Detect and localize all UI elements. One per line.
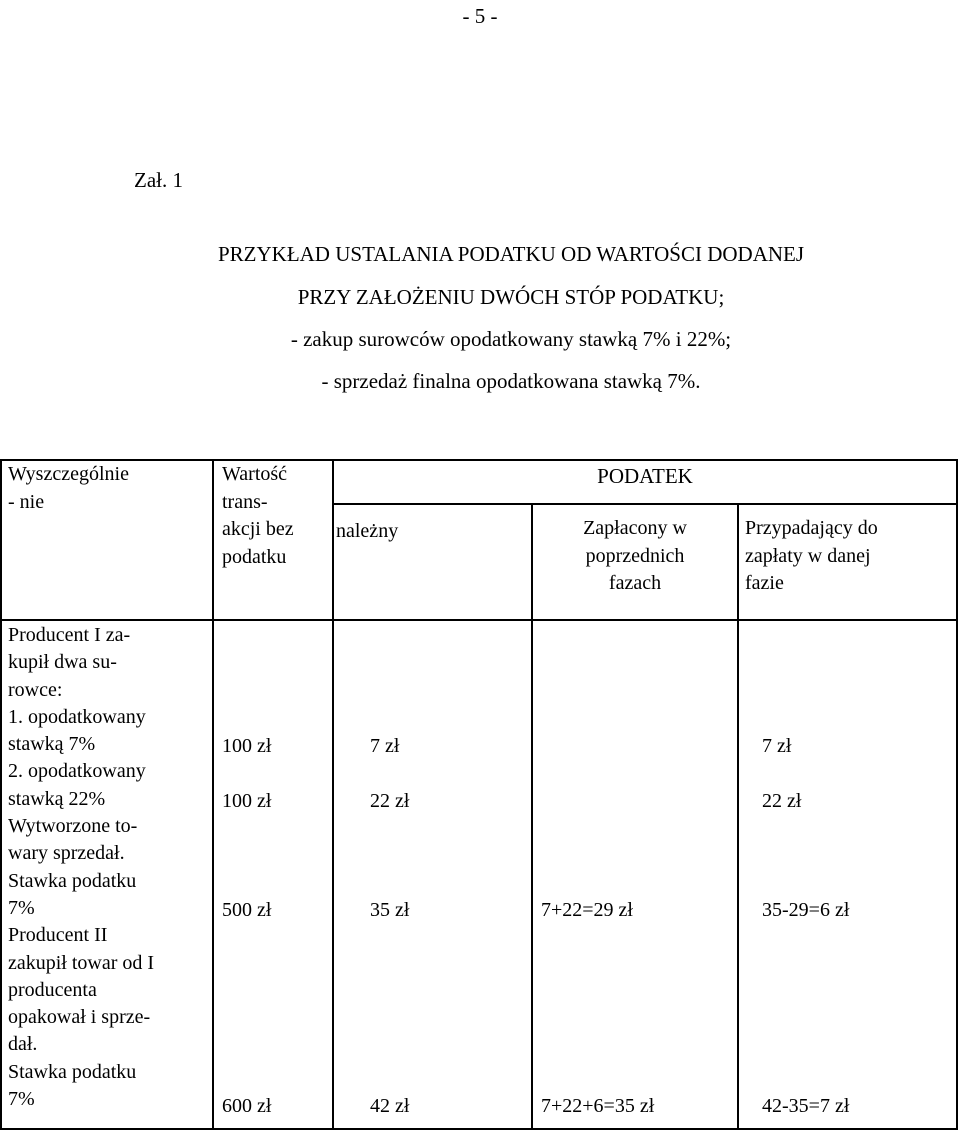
description-line: 2. opodatkowany: [8, 760, 146, 783]
description-column: [8, 622, 154, 1113]
description-line: Stawka podatku: [8, 1060, 137, 1083]
description-line: opakował i sprze-: [8, 1006, 151, 1029]
row4-payable: 42-35=7 zł: [762, 1095, 850, 1117]
header-col1: [8, 461, 129, 516]
row3-value: 500 zł: [222, 899, 272, 921]
description-line: Wytworzone to-: [8, 815, 138, 838]
table-border-right: [956, 459, 958, 1130]
header-col2-line: podatku: [222, 545, 287, 568]
description-line: kupił dwa su-: [8, 651, 117, 674]
header-col3: należny: [336, 520, 399, 542]
header-col5: [745, 515, 878, 598]
col-divider-2: [332, 459, 334, 1130]
row2-due: 22 zł: [370, 790, 410, 812]
header-col1-line: - nie: [8, 490, 45, 513]
attachment-label: Zał. 1: [134, 168, 183, 192]
description-line: zakupił towar od I: [8, 951, 155, 974]
page-number: - 5 -: [462, 4, 498, 28]
description-line: dał.: [8, 1033, 38, 1056]
row2-value: 100 zł: [222, 790, 272, 812]
description-line: 7%: [8, 896, 35, 919]
row3-paid: 7+22=29 zł: [541, 899, 633, 921]
header-col5-line: zapłaty w danej: [745, 544, 871, 567]
header-col1-line: Wyszczególnie: [8, 463, 129, 485]
header-col4: [533, 515, 737, 598]
header-col4-line: poprzednich: [585, 544, 685, 567]
header-col5-line: Przypadający do: [745, 517, 878, 539]
header-podatek: PODATEK: [597, 464, 693, 488]
description-line: wary sprzedał.: [8, 842, 125, 865]
row4-value: 600 zł: [222, 1095, 272, 1117]
row1-value: 100 zł: [222, 735, 272, 757]
title-line-3: - zakup surowców opodatkowany stawką 7% i 22%;: [290, 327, 732, 351]
title-line-2: PRZY ZAŁOŻENIU DWÓCH STÓP PODATKU;: [297, 285, 725, 309]
table-border-left: [0, 459, 2, 1130]
row1-due: 7 zł: [370, 735, 400, 757]
header-col4-line: fazach: [608, 572, 662, 594]
col-divider-1: [212, 459, 214, 1130]
row1-payable: 7 zł: [762, 735, 792, 757]
header-col2-line: Wartość: [222, 463, 288, 485]
table-border-top: [0, 459, 958, 461]
description-line: Producent II: [8, 924, 108, 947]
title-line-4: - sprzedaż finalna opodatkowana stawką 7%.: [321, 369, 701, 393]
description-line: stawką 22%: [8, 787, 106, 810]
row4-paid: 7+22+6=35 zł: [541, 1095, 655, 1117]
header-col4-line: Zapłacony w: [583, 517, 687, 539]
header-col2-line: trans-: [222, 490, 268, 513]
description-line: rowce:: [8, 678, 63, 701]
row2-payable: 22 zł: [762, 790, 802, 812]
col-divider-4: [737, 503, 739, 1130]
header-col2: [222, 461, 294, 571]
row3-due: 35 zł: [370, 899, 410, 921]
title-line-1: PRZYKŁAD USTALANIA PODATKU OD WARTOŚCI DODANEJ: [217, 242, 805, 266]
header-col2-line: akcji bez: [222, 518, 294, 540]
header-divider: [0, 619, 958, 621]
row3-payable: 35-29=6 zł: [762, 899, 850, 921]
podatek-divider: [332, 503, 958, 505]
description-line: producenta: [8, 978, 97, 1001]
table-border-bottom: [0, 1128, 958, 1130]
description-line: 1. opodatkowany: [8, 705, 146, 728]
description-line: 7%: [8, 1088, 35, 1111]
description-line: stawką 7%: [8, 733, 96, 756]
header-col5-line: fazie: [745, 572, 784, 594]
description-line: Stawka podatku: [8, 869, 137, 892]
row4-due: 42 zł: [370, 1095, 410, 1117]
description-line: Producent I za-: [8, 624, 131, 646]
